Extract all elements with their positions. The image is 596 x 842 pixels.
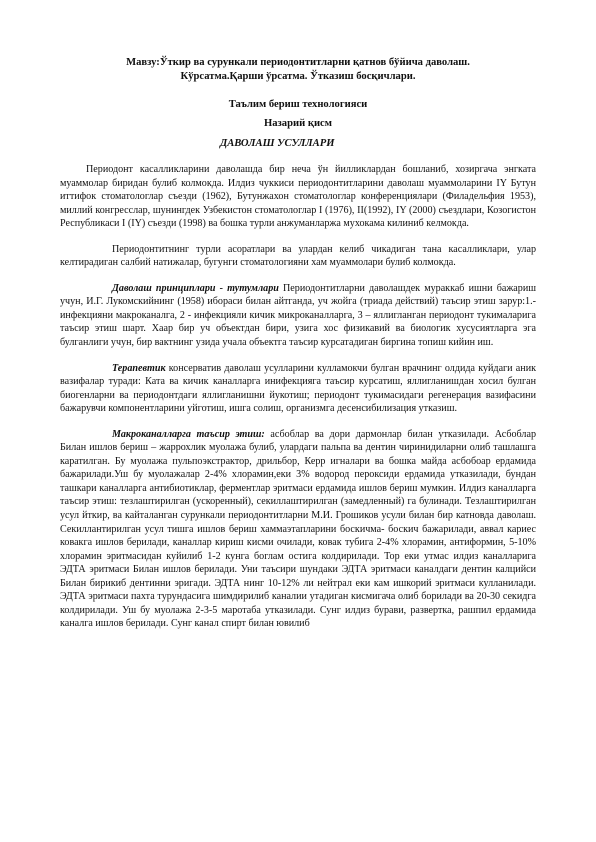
subsection-heading: Назарий қисм bbox=[264, 118, 332, 129]
therapeutic-lead: Терапевтик bbox=[112, 362, 166, 374]
macrocanals-text: асбоблар ва дори дармонлар билан утказилади. Асбоблар Билан ишлов бериш – жаррохлик муолажа булиб, улардаги пальпа ва дентин чиринидиларни олиб ташлашга каратилган. Бу муолажа пульпоэкстрактор, дрильбор, Керр игналари ва бошка майда асбобоар ердамида бажарилади.Уш бу муолажалар 2-4% хлорамин,еки 3% водород пероксиди ердамида утказилади, бундан ташкари каналларга антибиотиклар, ферментлар эритмаси ердамида ишлов бериш мумкин. Илдиз каналларга таъсир этиш: тезлаштирилган (ускоренный), секиллаштирилган (замедленный) га булинади. Тезлаштирилган усул йткир, ва кайталанган сурункали периодонтитларни М.И. Грошиков усули билан бир катновда даволаш. Секиллантирилган усул тишга ишлов бериш хаммаэтапларини боскичма- боскич бажарилади, аввал кариес ковакга ишлов берилади, каналлар кириш кисми очилади, ковак тубига 2-4% хлорамин, антиформин, 5-10% хлорамин эритмасидан куйилиб 1-2 кунга боглам остига колдирилади. Тор еки утмас илдиз каналларига ЭДТА эритмаси Билан ишлов берилади. Уни таъсири шундаки ЭДТА эритмаси каналдаги дентин калцийси Билан бирикиб дентинни эригади. ЭДТА нинг 10-12% ли нейтрал еки кам ишкорий эритмаси кулланилади. ЭДТА эритмаси пахта турундасига шимдирилиб каналии утадиган кисмигача олиб борилади ва 20-30 секидга колдирилади. Уш бу муолажа 2-3-5 маротаба утказилади. Сунг илдиз бурави, развертка, рашпил ердамида каналга ишлов берилади. Сунг канал спирт билан ювилиб bbox=[60, 428, 536, 630]
principles-text: Периодонтитларни даволашдек мураккаб ишни бажариш учун, И.Г. Лукомскийнинг (1958) ибораси билан айтганда, уч жойга (триада действий) таъсир этиш зарур:1.-инфекцияни макроканалга, 2 - инфекцияли кичик микроканалларга, 3 – яллигланган периодонт тукималарига таъсир этиш шарт. Хаар бир уч объектдан бири, узига хос физикавий ва биологик хусусиятларга эга булганлиги учун, бир вактнинг узида учала объектга таъсир курсатадиган биргина топиш кийин иш. bbox=[60, 282, 536, 349]
principles-lead: Даволаш принциплари - тутумлари bbox=[112, 282, 279, 294]
document-title-line-1: Мавзу:Ўткир ва сурункали периодонтитларни қатнов бўйича даволаш. bbox=[126, 57, 470, 68]
section-heading: Таълим бериш технологияси bbox=[228, 99, 368, 110]
paragraph-intro: Периодонт касалликларини даволашда бир неча ўн йилликлардан бошланиб, хозиргача энгката муаммолар биридан булиб колмокда. Илдиз чуккиси периодонтитларини даволаш муаммоларини IY Бутун иттифок стоматологлар съезди (1962), Бутунжахон стоматологлар конференциялари (Филадельфия 1953), миллий конгресслар, шунингдек Узбекистон стоматологлар I (1976), II(1992), IY (2000) съездлари, Козогистон Республикаси I (IY) съезди (1998) ва бошка турли анжуманларжа мухокама килиниб келмокда. bbox=[60, 164, 536, 230]
paragraph-macrocanals bbox=[60, 428, 536, 631]
paragraph-complications: Периодонтитнинг турли асоратлари ва улардан келиб чикадиган тана касалликлари, улар келтирадиган салбий натижалар, бугунги стоматологияни хам муаммолари булиб колмокда. bbox=[60, 243, 536, 269]
document-title-line-2: Кўрсатма.Қарши ўрсатма. Ўтказиш босқичлари. bbox=[180, 71, 416, 82]
macrocanals-lead: Макроканалларга таъсир этиш: bbox=[112, 428, 265, 440]
paragraph-principles bbox=[60, 282, 536, 350]
therapeutic-text: консерватив даволаш усулларини кулламокчи булган врачнинг олдида куйдаги аник вазифалар туради: Ката ва кичик каналларга инифекцияга таъсир курсатиш, яллигланишдан хосил булган биогенларни ва периодонтдаги яллигланишни йукотиш; периодонт тукимасидаги регенерация вазифасини бажарувчи компонентларини уйготиш, ишга солиш, организмга десенсибилизация утказиш. bbox=[60, 362, 536, 415]
methods-heading: ДАВОЛАШ УСУЛЛАРИ bbox=[220, 138, 335, 149]
paragraph-therapeutic bbox=[60, 362, 536, 416]
